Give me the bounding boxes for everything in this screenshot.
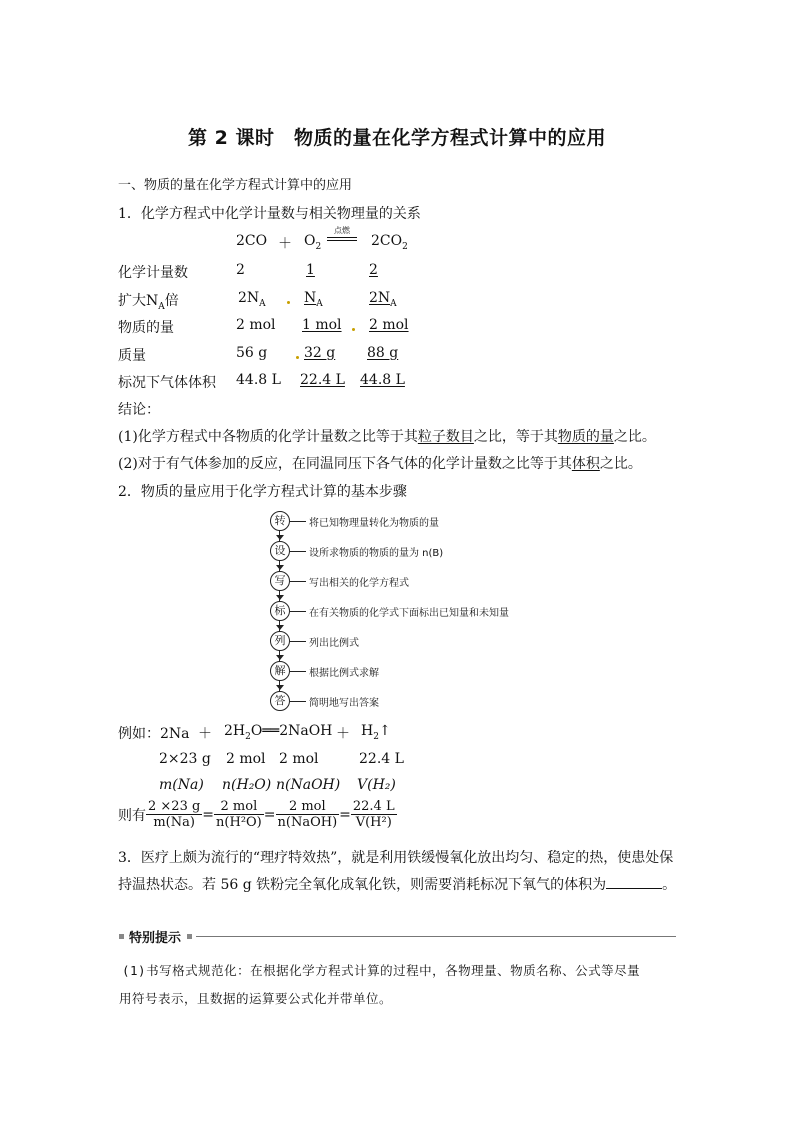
- step-text: 写出相关的化学方程式: [309, 578, 409, 589]
- flow-arrow-icon: [276, 595, 284, 600]
- example-plus-1: ＋: [198, 726, 212, 742]
- step-circle: 标: [270, 601, 290, 621]
- fraction-naoh: $\frac{\text{2 mol}}{\text{n(NaOH)}}$: [277, 799, 338, 830]
- equation-product-co2: $2CO_2$: [371, 233, 408, 252]
- row-na-co2: $2N_A$: [369, 290, 397, 309]
- row-mass-co: 56 g: [236, 345, 268, 361]
- section-heading: 一、物质的量在化学方程式计算中的应用: [118, 178, 353, 193]
- item-2-heading: 2．物质的量应用于化学方程式计算的基本步骤: [118, 484, 407, 500]
- step-text: 在有关物质的化学式下面标出已知量和未知量: [309, 608, 509, 619]
- equation-reactant-co: 2CO: [236, 233, 268, 249]
- example-symbol-na: m(Na): [159, 777, 204, 793]
- step-circle: 答: [270, 691, 290, 711]
- tip-line-1: (1)书写格式规范化：在根据化学方程式计算的过程中，各物理量、物质名称、公式等尽量: [122, 963, 641, 978]
- step-text: 设所求物质的物质的量为 n(B): [309, 548, 444, 559]
- example-symbol-naoh: n(NaOH): [276, 777, 341, 793]
- fraction-water: $\frac{\text{2 mol}}{\text{n(H²O)}}$: [216, 799, 262, 830]
- step-text: 简明地写出答案: [309, 698, 379, 709]
- tip-title: 特别提示: [129, 931, 182, 946]
- tip-bullet-left: [119, 934, 124, 939]
- example-symbol-water: n(H₂O): [222, 777, 272, 793]
- row-coefficient-co2: 2: [369, 262, 378, 278]
- step-connector: [290, 581, 306, 582]
- mark-dot: [296, 356, 299, 359]
- flow-arrow-icon: [276, 535, 284, 540]
- flow-arrow-icon: [276, 685, 284, 690]
- answer-blank[interactable]: [606, 876, 662, 889]
- example-symbol-h2: V(H₂): [357, 777, 396, 793]
- row-label-coefficient: 化学计量数: [118, 265, 188, 281]
- conclusion-2: (2)对于有气体参加的反应，在同温同压下各气体的化学计量数之比等于其体积之比。: [118, 456, 642, 472]
- row-volume-co2: 44.8 L: [360, 372, 405, 388]
- example-value-na: 2×23 g: [159, 751, 211, 767]
- step-connector: [290, 521, 306, 522]
- step-text: 将已知物理量转化为物质的量: [309, 518, 439, 529]
- row-amount-o2: 1 mol: [302, 317, 342, 333]
- row-mass-o2: 32 g: [304, 345, 336, 361]
- row-mass-co2: 88 g: [367, 345, 399, 361]
- tip-bullet-right: [187, 934, 192, 939]
- page-title: 第 2 课时 物质的量在化学方程式计算中的应用: [188, 127, 606, 149]
- item-3-line-2: 持温热状态。若 56 g 铁粉完全氧化成氧化铁，则需要消耗标况下氧气的体积为 。: [118, 877, 677, 893]
- step-connector: [290, 551, 306, 552]
- ratio-lead: 则有: [118, 807, 146, 824]
- step-connector: [290, 641, 306, 642]
- example-value-h2: 22.4 L: [359, 751, 404, 767]
- tip-divider: [196, 936, 676, 937]
- ratio-equals: =: [202, 806, 215, 823]
- conclusion-label: 结论：: [118, 402, 160, 418]
- row-amount-co2: 2 mol: [369, 317, 409, 333]
- row-na-co: $2N_A$: [238, 290, 266, 309]
- step-circle: 解: [270, 661, 290, 681]
- step-text: 根据比例式求解: [309, 668, 379, 679]
- row-volume-co: 44.8 L: [236, 372, 281, 388]
- equal-sign-bottom: [327, 240, 357, 241]
- step-circle: 设: [270, 541, 290, 561]
- tip-line-2: 用符号表示，且数据的运算要公式化并带单位。: [119, 991, 393, 1006]
- step-circle: 写: [270, 571, 290, 591]
- equal-sign-top: [327, 237, 357, 238]
- flow-arrow-icon: [276, 655, 284, 660]
- fraction-h2: $\frac{22.4 L}{\text{V(H²)}}$: [352, 799, 395, 830]
- flow-arrow-icon: [276, 565, 284, 570]
- example-value-naoh: 2 mol: [279, 751, 319, 767]
- row-na-o2: $N_A$: [304, 290, 323, 309]
- ratio-expression: [118, 799, 397, 830]
- example-value-water: 2 mol: [226, 751, 266, 767]
- step-connector: [290, 701, 306, 702]
- mark-dot: [287, 301, 290, 304]
- item-3-line-1: 3．医疗上颇为流行的“理疗特效热”，就是利用铁缓慢氧化放出均匀、稳定的热，使患处保: [118, 850, 674, 866]
- reaction-condition: 点燃: [334, 226, 350, 235]
- row-label-mass: 质量: [118, 348, 146, 364]
- ratio-equals: =: [263, 806, 276, 823]
- item-1-heading: 1．化学方程式中化学计量数与相关物理量的关系: [118, 206, 421, 222]
- row-volume-o2: 22.4 L: [300, 372, 345, 388]
- row-label-amount: 物质的量: [118, 320, 174, 336]
- example-water-naoh: $2H_2O══2NaOH$: [224, 723, 333, 742]
- conclusion-1: (1)化学方程式中各物质的化学计量数之比等于其粒子数目之比，等于其物质的量之比。: [118, 429, 656, 445]
- mark-dot: [352, 328, 355, 331]
- example-plus-2: ＋: [336, 726, 350, 742]
- row-label-na: 扩大$N_A$倍: [118, 293, 179, 312]
- example-equation-label: 例如：2Na: [118, 726, 190, 742]
- row-label-volume: 标况下气体体积: [118, 375, 216, 391]
- step-text: 列出比例式: [309, 638, 359, 649]
- step-connector: [290, 671, 306, 672]
- flow-arrow-icon: [276, 625, 284, 630]
- step-connector: [290, 611, 306, 612]
- row-coefficient-o2: 1: [306, 262, 315, 278]
- fraction-na: $\frac{2 \times 23 g}{m(Na)}$: [148, 799, 201, 830]
- step-circle: 列: [270, 631, 290, 651]
- equation-plus: ＋: [278, 236, 292, 252]
- row-amount-co: 2 mol: [236, 317, 276, 333]
- equation-reactant-o2: $O_2$: [304, 233, 322, 252]
- row-coefficient-co: 2: [236, 262, 245, 278]
- step-circle: 转: [270, 511, 290, 531]
- example-hydrogen: $H_2↑$: [361, 723, 391, 742]
- ratio-equals: =: [339, 806, 351, 823]
